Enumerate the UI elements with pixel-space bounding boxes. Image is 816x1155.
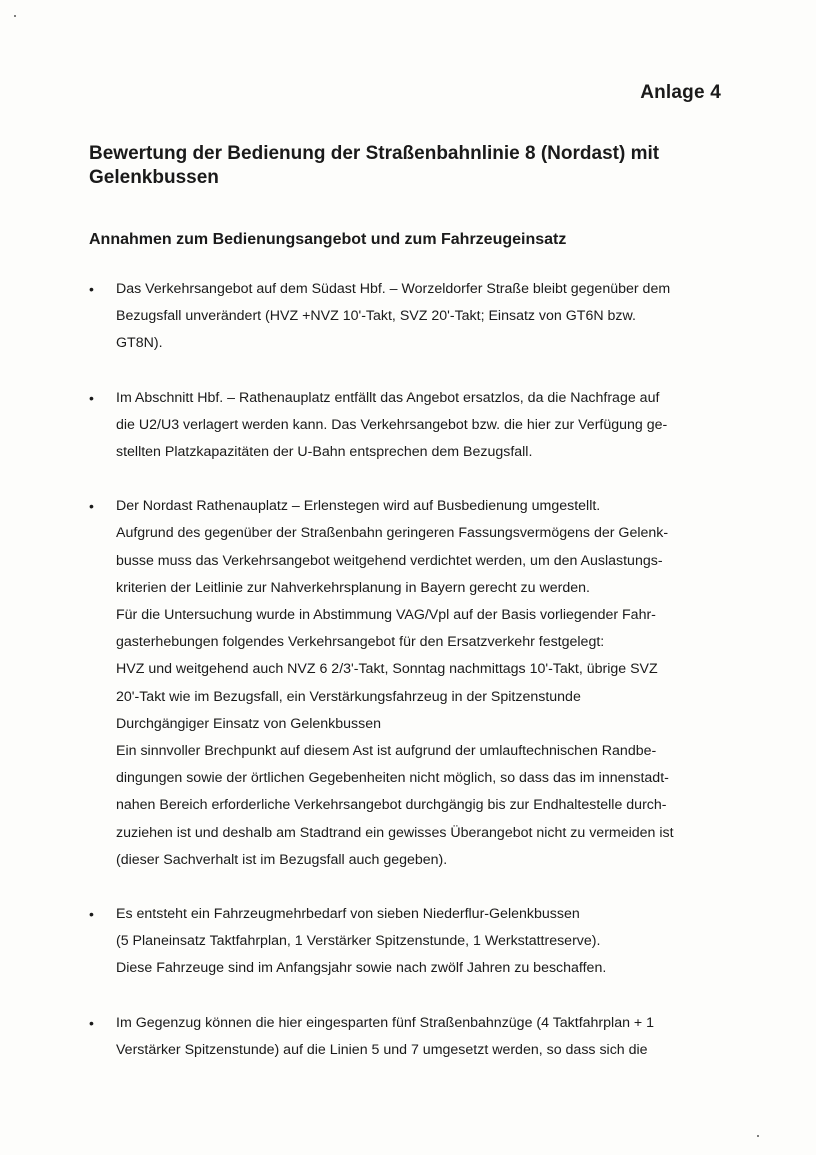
assumption-list: [89, 276, 725, 1091]
text-line: stellten Platzkapazitäten der U-Bahn entsprechen dem Bezugsfall.: [116, 444, 533, 461]
list-item: [89, 901, 725, 983]
text-line: dingungen sowie der örtlichen Gegebenheiten nicht möglich, so dass das im innenstadt-: [116, 770, 669, 787]
text-line: kriterien der Leitlinie zur Nahverkehrsplanung in Bayern gerecht zu werden.: [116, 579, 590, 596]
text-line: Im Gegenzug können die hier eingesparten fünf Straßenbahnzüge (4 Taktfahrplan + 1: [116, 1014, 655, 1031]
text-line: Bezugsfall unverändert (HVZ +NVZ 10'-Takt, SVZ 20'-Takt; Einsatz von GT6N bzw.: [116, 308, 636, 325]
text-line: gasterhebungen folgendes Verkehrsangebot für den Ersatzverkehr festgelegt:: [116, 634, 605, 651]
text-line: (5 Planeinsatz Taktfahrplan, 1 Verstärker Spitzenstunde, 1 Werkstattreserve).: [116, 933, 601, 950]
title-line: Gelenkbussen: [89, 167, 219, 188]
bullet-icon: •: [89, 1014, 94, 1031]
bullet-icon: •: [89, 389, 94, 406]
list-item: [89, 385, 725, 467]
text-line: Ein sinnvoller Brechpunkt auf diesem Ast ist aufgrund der umlauftechnischen Randbe-: [116, 743, 657, 760]
text-line: Im Abschnitt Hbf. – Rathenauplatz entfällt das Angebot ersatzlos, da die Nachfrage auf: [116, 389, 660, 406]
text-line: 20'-Takt wie im Bezugsfall, ein Verstärkungsfahrzeug in der Spitzenstunde: [116, 688, 581, 705]
text-line: Aufgrund des gegenüber der Straßenbahn geringeren Fassungsvermögens der Gelenk-: [116, 525, 669, 542]
document-title: [89, 142, 729, 190]
attachment-label: Anlage 4: [640, 82, 721, 103]
title-line: Bewertung der Bedienung der Straßenbahnlinie 8 (Nordast) mit: [89, 143, 660, 164]
text-line: busse muss das Verkehrsangebot weitgehend verdichtet werden, um den Auslastungs-: [116, 552, 663, 569]
scan-speck: [14, 15, 16, 17]
list-item: [89, 276, 725, 358]
scan-speck: [757, 1135, 759, 1137]
text-line: zuziehen ist und deshalb am Stadtrand ein gewisses Überangebot nicht zu vermeiden ist: [116, 824, 674, 841]
text-line: Das Verkehrsangebot auf dem Südast Hbf. – Worzeldorfer Straße bleibt gegenüber dem: [116, 281, 671, 297]
text-line: Der Nordast Rathenauplatz – Erlenstegen wird auf Busbedienung umgestellt.: [116, 498, 601, 515]
text-line: Für die Untersuchung wurde in Abstimmung VAG/Vpl auf der Basis vorliegender Fahr-: [116, 607, 656, 624]
list-item: [89, 1010, 725, 1064]
text-line: nahen Bereich erforderliche Verkehrsangebot durchgängig bis zur Endhaltestelle durch-: [116, 797, 667, 814]
text-line: Diese Fahrzeuge sind im Anfangsjahr sowie nach zwölf Jahren zu beschaffen.: [116, 960, 607, 977]
list-item: [89, 493, 725, 874]
text-line: HVZ und weitgehend auch NVZ 6 2/3'-Takt, Sonntag nachmittags 10'-Takt, übrige SVZ: [116, 661, 658, 678]
bullet-icon: •: [89, 281, 94, 297]
section-heading: Annahmen zum Bedienungsangebot und zum Fahrzeugeinsatz: [89, 231, 567, 248]
text-line: Durchgängiger Einsatz von Gelenkbussen: [116, 715, 381, 732]
text-line: die U2/U3 verlagert werden kann. Das Verkehrsangebot bzw. die hier zur Verfügung ge-: [116, 416, 668, 433]
text-line: GT8N).: [116, 335, 163, 352]
bullet-icon: •: [89, 906, 94, 923]
text-line: (dieser Sachverhalt ist im Bezugsfall auch gegeben).: [116, 851, 448, 868]
text-line: Verstärker Spitzenstunde) auf die Linien 5 und 7 umgesetzt werden, so dass sich die: [116, 1041, 648, 1058]
text-line: Es entsteht ein Fahrzeugmehrbedarf von sieben Niederflur-Gelenkbussen: [116, 906, 580, 923]
bullet-icon: •: [89, 498, 94, 515]
